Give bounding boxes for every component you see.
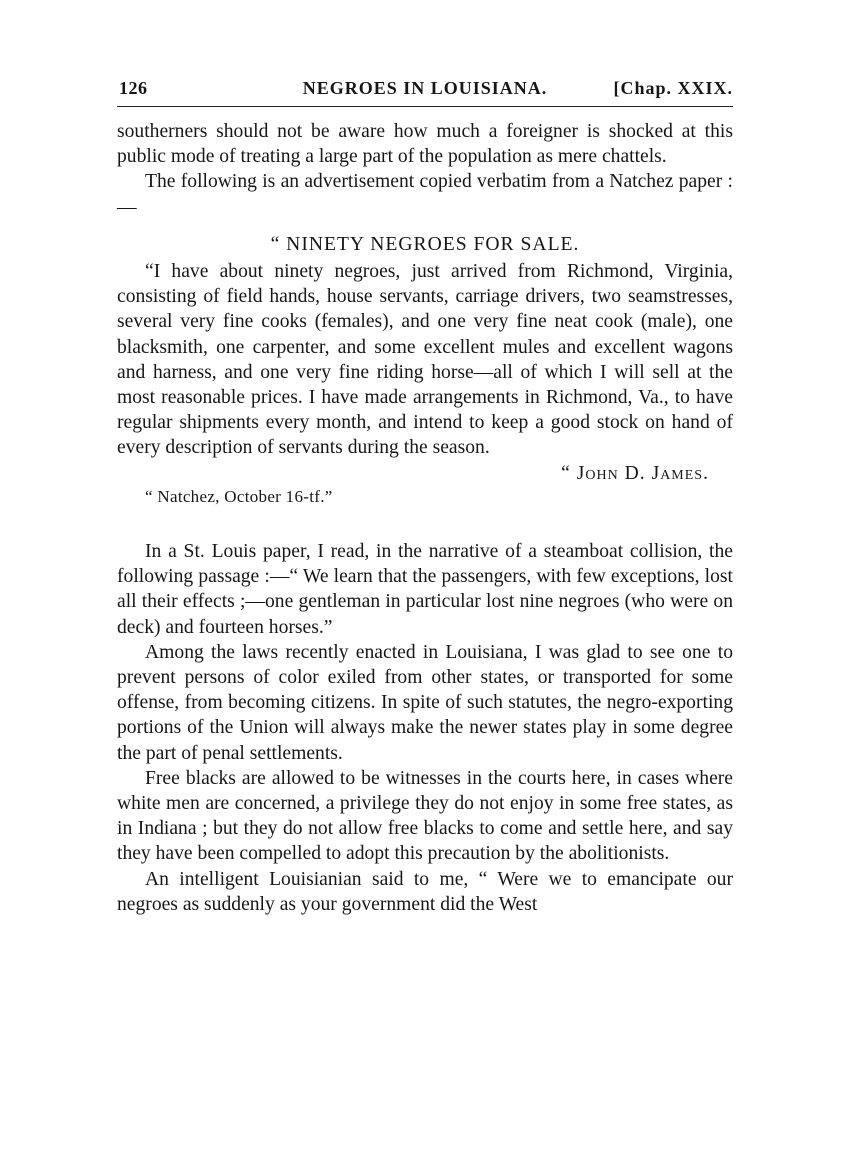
body-text xyxy=(117,119,733,917)
paragraph-free-blacks: Free blacks are allowed to be witnesses in the courts here, in cases where white men are concerned, a privilege they do not enjoy in some free states, as in Indiana ; but they do not allow free blacks to come and settle here, and say they have been compelled to adopt this precaution by the abolitionists. xyxy=(117,767,733,865)
page-number: 126 xyxy=(119,78,148,98)
paragraph-st-louis: In a St. Louis paper, I read, in the narrative of a steamboat collision, the following passage :—“ We learn that the passengers, with few exceptions, lost all their effects ;—one gentleman in particular lost nine negroes (who were on deck) and fourteen horses.” xyxy=(117,541,733,638)
paragraph-continuation: southerners should not be aware how much a foreigner is shocked at this public mode of treating a large part of the population as mere chattels. xyxy=(117,121,733,168)
section-gap xyxy=(117,509,733,539)
paragraph-laws: Among the laws recently enacted in Louisiana, I was glad to see one to prevent persons of color exiled from other states, or transported for some offense, from becoming citizens. In spite of such statutes, the negro-exporting portions of the Union will always make the newer states play in some degree the part of penal settlements. xyxy=(117,641,733,764)
paragraph-louisianian: An intelligent Louisianian said to me, “ Were we to emancipate our negroes as suddenly as your government did the West xyxy=(117,868,733,915)
advert-heading: “ NINETY NEGROES FOR SALE. xyxy=(270,233,580,255)
advert-dateline: “ Natchez, October 16-tf.” xyxy=(145,486,333,506)
advert-body: “I have about ninety negroes, just arrived from Richmond, Virginia, consisting of field hands, house servants, carriage drivers, two seamstresses, several very fine cooks (females), and one very fine neat cook (male), one blacksmith, one carpenter, and some excellent mules and excellent wagons and harness, and one very fine riding horse—all of which I will sell at the most reasonable prices. I have made arrangements in Richmond, Va., to have regular shipments every month, and intend to keep a good stock on hand of every description of servants during the season. xyxy=(117,261,733,459)
running-head xyxy=(117,76,733,104)
chapter-label: [Chap. XXIX. xyxy=(613,78,733,98)
running-title: NEGROES IN LOUISIANA. xyxy=(302,78,548,98)
header-rule xyxy=(117,106,733,107)
book-page xyxy=(117,76,733,917)
advert-signature: “ John D. James. xyxy=(561,462,709,484)
paragraph-advert-intro: The following is an advertisement copied verbatim from a Natchez paper :— xyxy=(117,171,733,218)
